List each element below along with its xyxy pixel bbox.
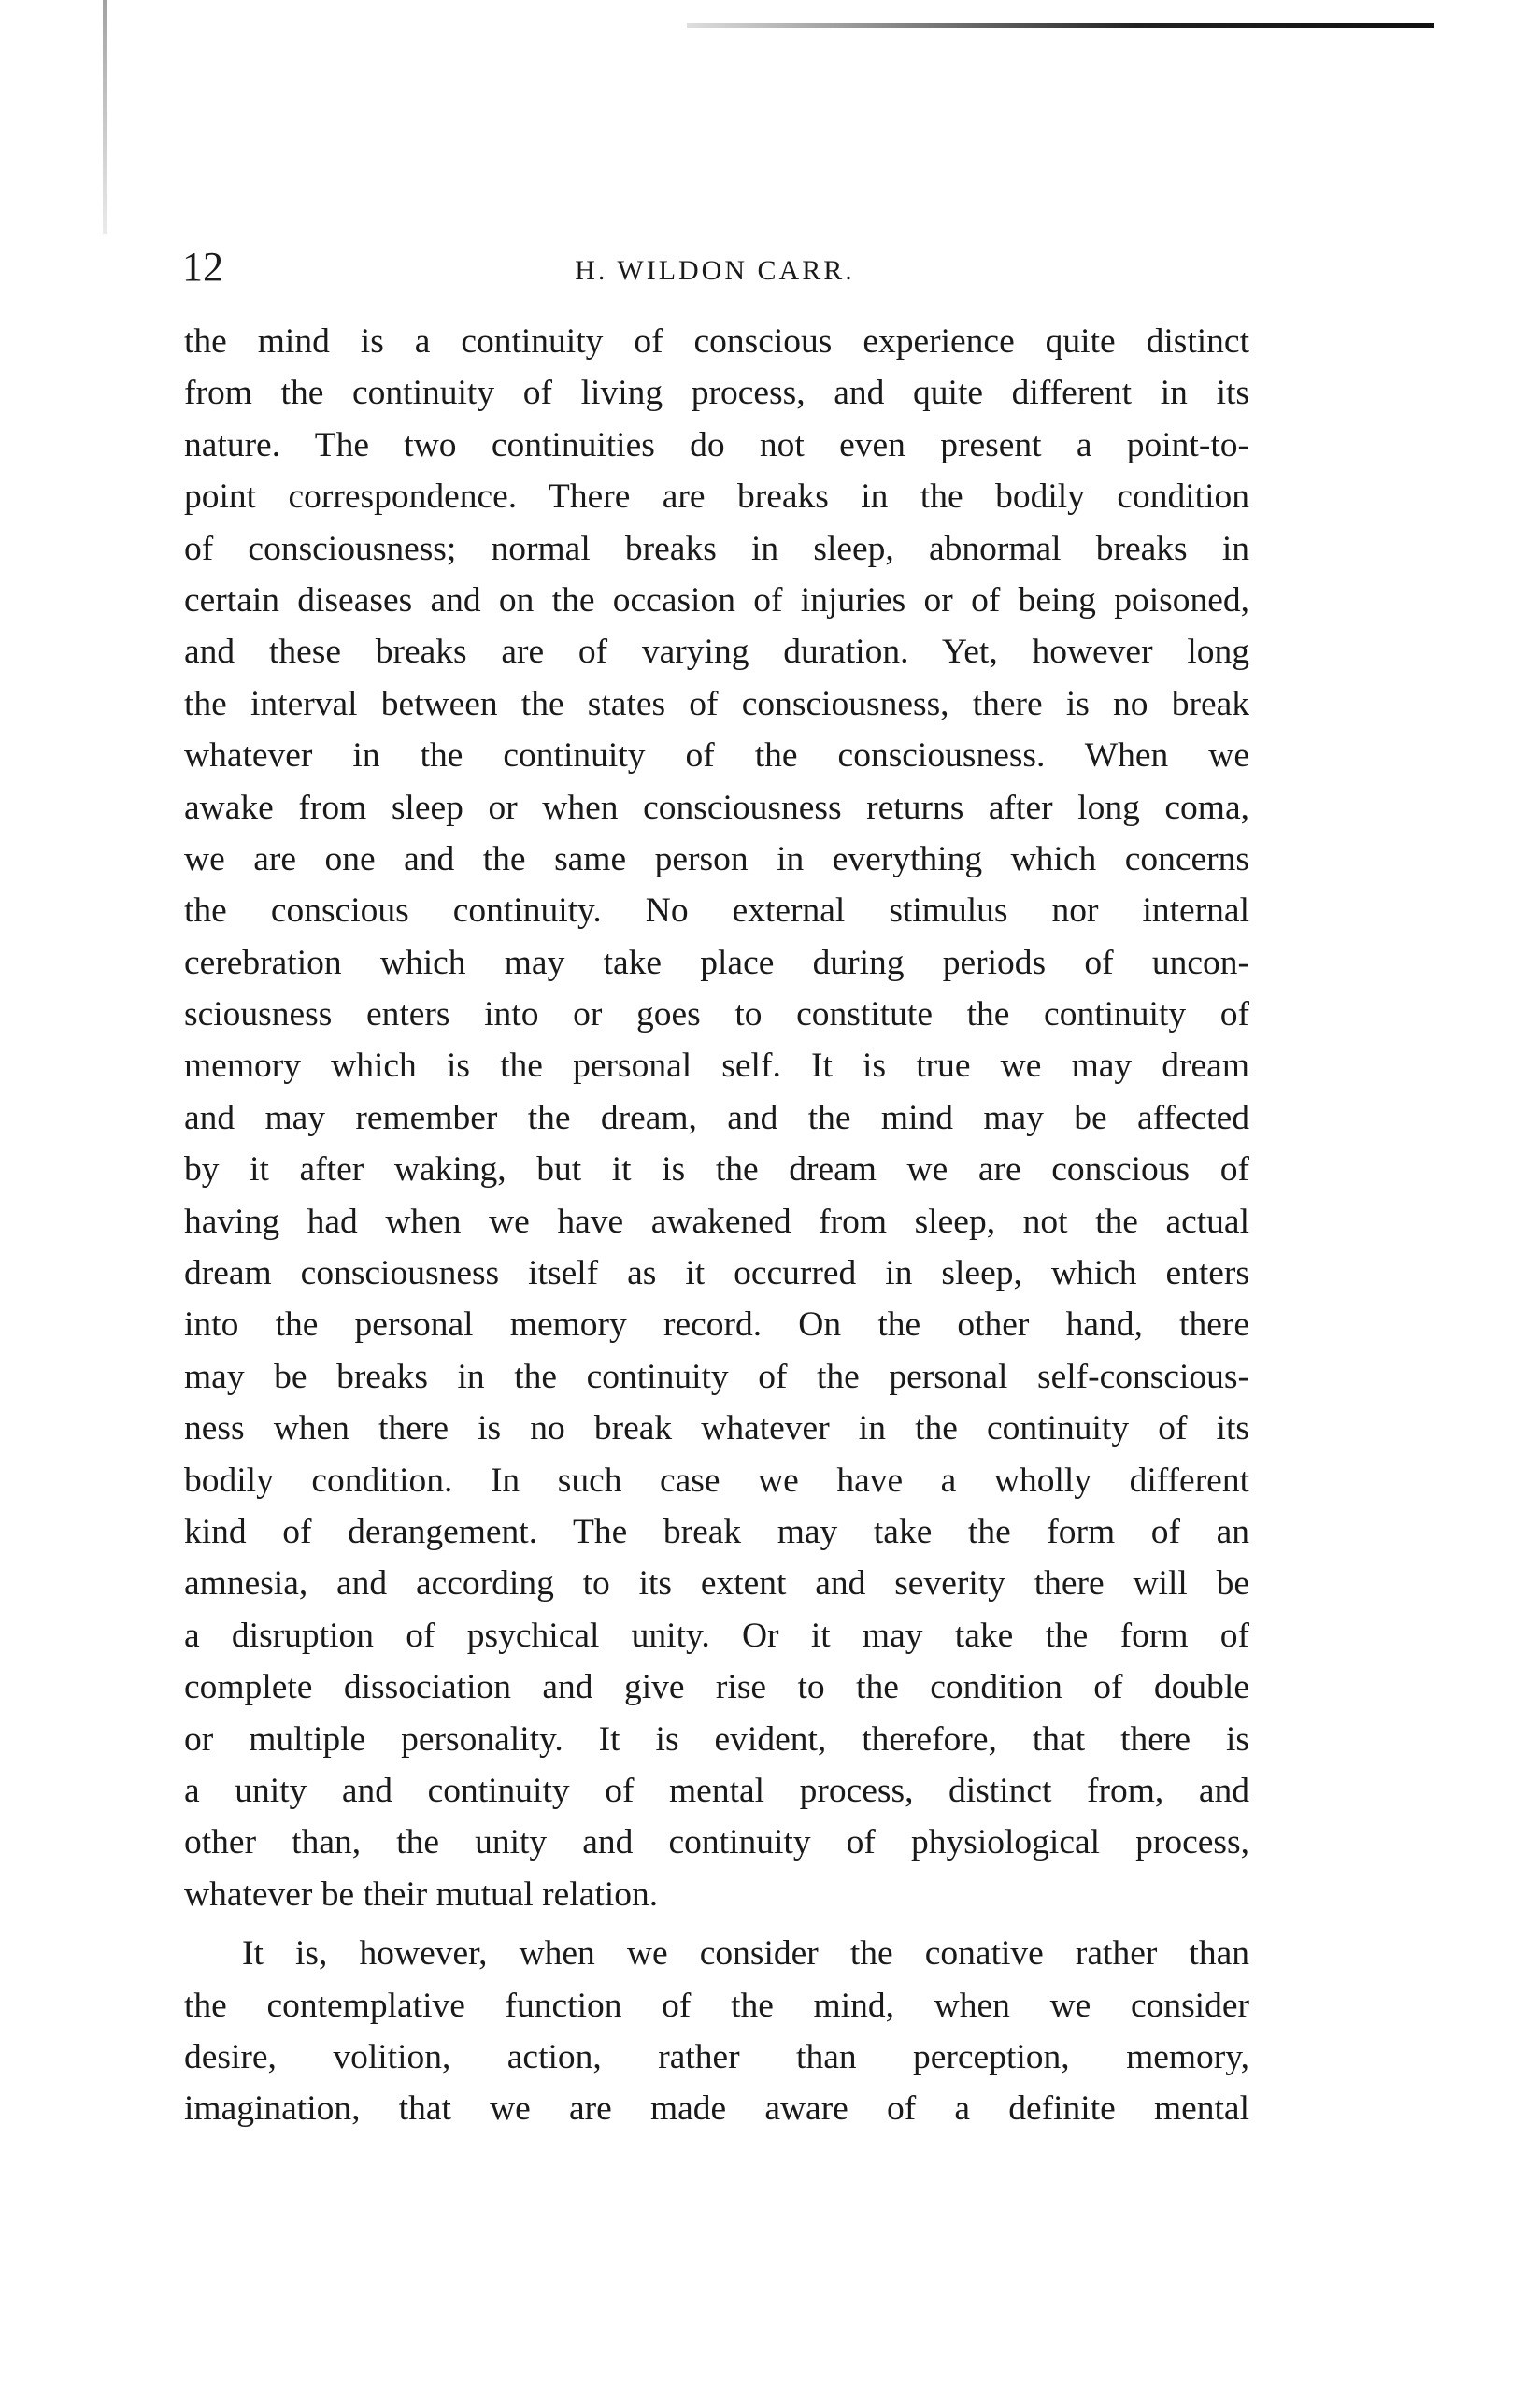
text-line: point correspondence. There are breaks in the bodily condition [184, 478, 1249, 517]
text-line: whatever be their mutual relation. [184, 1875, 659, 1914]
text-line: certain diseases and on the occasion of injuries or of being poisoned, [184, 580, 1249, 620]
text-line: desire, volition, action, rather than perception, memory, [184, 2037, 1249, 2076]
text-line: It is, however, when we consider the conative rather than [242, 1934, 1249, 1974]
paragraph [184, 1928, 1249, 2135]
text-line: ness when there is no break whatever in the continuity of its [184, 1409, 1249, 1448]
text-line: memory which is the personal self. It is true we may dream [184, 1047, 1249, 1086]
text-line: into the personal memory record. On the other hand, there [184, 1305, 1249, 1345]
text-line: imagination, that we are made aware of a definite mental [184, 2089, 1249, 2129]
paragraph-gap [184, 1920, 1249, 1928]
text-line: of consciousness; normal breaks in sleep, abnormal breaks in [184, 529, 1249, 568]
text-line: the interval between the states of consciousness, there is no break [184, 684, 1249, 723]
text-line: a unity and continuity of mental process, distinct from, and [184, 1771, 1249, 1810]
text-line: kind of derangement. The break may take the form of an [184, 1512, 1249, 1551]
text-line: dream consciousness itself as it occurred in sleep, which enters [184, 1254, 1249, 1293]
text-line: sciousness enters into or goes to constitute the continuity of [184, 995, 1249, 1034]
text-line: or multiple personality. It is evident, therefore, that there is [184, 1719, 1249, 1759]
text-line: nature. The two continuities do not even present a point-to- [184, 425, 1249, 464]
text-line: by it after waking, but it is the dream we are conscious of [184, 1150, 1249, 1190]
text-line: the contemplative function of the mind, when we consider [184, 1986, 1249, 2025]
text-line: and may remember the dream, and the mind may be affected [184, 1098, 1249, 1137]
text-line: whatever in the continuity of the consciousness. When we [184, 736, 1249, 776]
text-line: cerebration which may take place during periods of uncon- [184, 943, 1249, 982]
text-line: complete dissociation and give rise to the condition of double [184, 1668, 1249, 1707]
text-line: having had when we have awakened from sleep, not the actual [184, 1202, 1249, 1241]
text-line: a disruption of psychical unity. Or it may take the form of [184, 1616, 1249, 1655]
text-line: bodily condition. In such case we have a wholly different [184, 1461, 1249, 1500]
text-line: and these breaks are of varying duration. Yet, however long [184, 633, 1249, 672]
text-line: amnesia, and according to its extent and severity there will be [184, 1564, 1249, 1604]
text-line: we are one and the same person in everything which concerns [184, 839, 1249, 878]
text-line: may be breaks in the continuity of the personal self-conscious- [184, 1357, 1249, 1396]
body-text [184, 316, 1249, 2135]
text-line: the conscious continuity. No external stimulus nor internal [184, 891, 1249, 931]
page-header [182, 241, 1248, 293]
paragraph [184, 316, 1249, 1920]
text-line: the mind is a continuity of conscious experience quite distinct [184, 322, 1249, 361]
text-line: awake from sleep or when consciousness returns after long coma, [184, 788, 1249, 827]
running-head: H. WILDON CARR. [575, 255, 855, 286]
top-rule [687, 23, 1434, 28]
page-binding-edge [103, 0, 107, 234]
text-line: from the continuity of living process, and quite different in its [184, 374, 1249, 413]
page-number: 12 [182, 244, 223, 290]
text-line: other than, the unity and continuity of physiological process, [184, 1823, 1249, 1862]
